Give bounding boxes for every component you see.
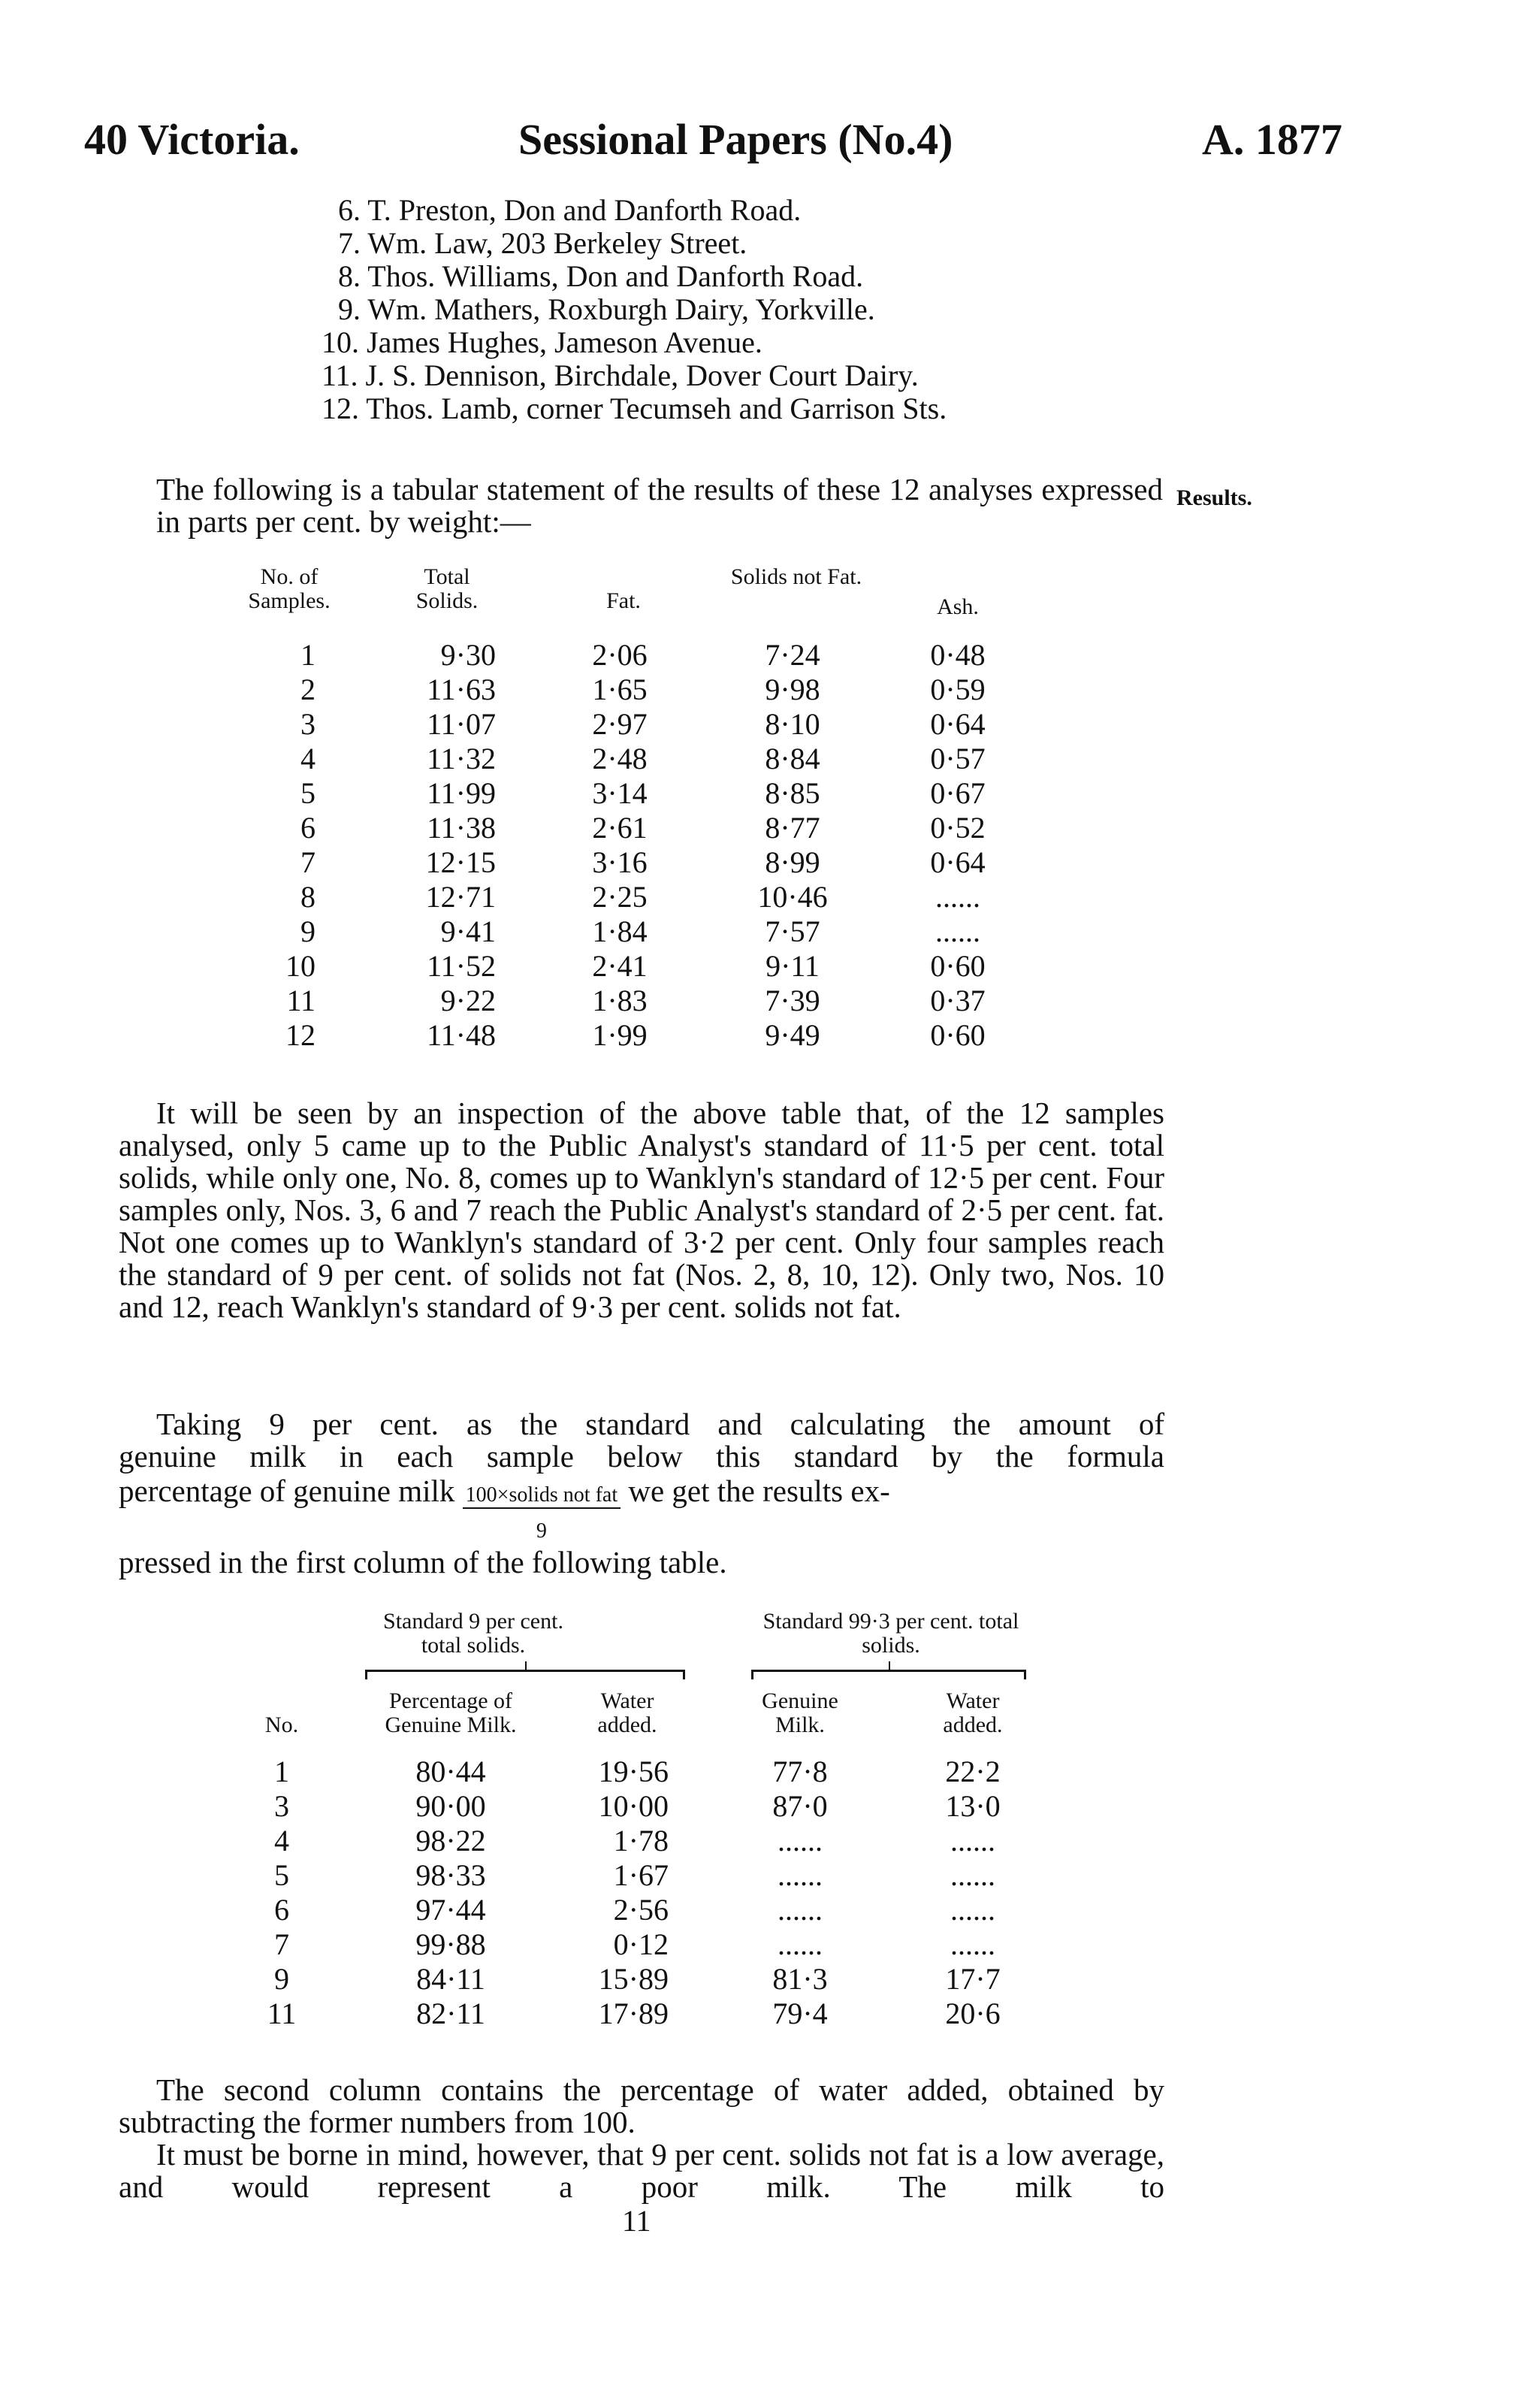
list-item-number: 11. <box>322 358 358 392</box>
cell-fat: 1·65 <box>592 673 648 706</box>
cell-total-solids: 12·71 <box>425 880 496 914</box>
group-brace-left <box>365 1670 685 1679</box>
cell-water-added-1: 0·12 <box>613 1927 669 1961</box>
cell-solids-not-fat: 8·85 <box>765 776 820 810</box>
cell-water-added-2: 17·7 <box>945 1962 1001 1996</box>
cell-genuine-milk: 77·8 <box>772 1755 828 1788</box>
paragraph-low-average-text: It must be borne in mind, however, that 9 per cent. solids not fat is a low average, and would represent a poor milk. The milk to <box>119 2137 1164 2204</box>
cell-total-solids: 11·63 <box>427 673 496 706</box>
cell-solids-not-fat: 9·49 <box>765 1018 820 1052</box>
cell-ash: 0·64 <box>930 845 986 879</box>
cell-percentage-genuine: 97·44 <box>415 1893 486 1927</box>
margin-note: Results. <box>1176 485 1252 510</box>
cell-sample-no: 7 <box>300 845 316 879</box>
list-item-text: Thos. Lamb, corner Tecumseh and Garrison Sts. <box>366 391 947 425</box>
list-item-number: 10. <box>322 325 359 359</box>
cell-fat: 2·41 <box>592 949 648 983</box>
cell-sample-no: 9 <box>274 1962 289 1996</box>
cell-percentage-genuine: 90·00 <box>415 1789 486 1823</box>
cell-percentage-genuine: 82·11 <box>416 1997 485 2030</box>
formula-line-2: genuine milk in each sample below this standard by the formula <box>119 1439 1164 1474</box>
cell-water-added-1: 19·56 <box>598 1755 669 1788</box>
cell-water-added-1: 17·89 <box>598 1997 669 2030</box>
cell-sample-no: 6 <box>300 811 316 845</box>
cell-solids-not-fat: 9·11 <box>765 949 820 983</box>
cell-fat: 1·83 <box>592 984 648 1017</box>
list-item-number: 12. <box>322 391 359 425</box>
column-header-ash: Ash. <box>937 594 979 619</box>
cell-water-added-2: 22·2 <box>945 1755 1001 1788</box>
list-item-text: James Hughes, Jameson Avenue. <box>367 325 762 359</box>
list-item-number: 6. <box>338 193 361 227</box>
cell-sample-no: 4 <box>300 742 316 775</box>
cell-water-added-1: 1·67 <box>613 1858 669 1892</box>
intro-paragraph <box>156 473 1163 538</box>
cell-fat: 3·16 <box>592 845 648 879</box>
running-head-left: 40 Victoria. <box>84 115 300 164</box>
cell-genuine-milk: ...... <box>778 1824 823 1858</box>
cell-ash: ...... <box>935 880 980 914</box>
list-item-text: Wm. Mathers, Roxburgh Dairy, Yorkville. <box>367 292 875 326</box>
cell-sample-no: 3 <box>300 707 316 741</box>
cell-total-solids: 11·07 <box>427 707 496 741</box>
cell-ash: 0·48 <box>930 638 986 672</box>
group-header-standard-9: Standard 9 per cent. total solids. <box>383 1609 563 1658</box>
cell-sample-no: 4 <box>274 1824 289 1858</box>
cell-fat: 2·25 <box>592 880 648 914</box>
intro-text: The following is a tabular statement of the results of these 12 analyses expressed in parts per cent. by weight:— <box>156 472 1163 539</box>
column-header-percentage-genuine: Percentage of Genuine Milk. <box>385 1688 517 1737</box>
cell-sample-no: 6 <box>274 1893 289 1927</box>
cell-sample-no: 10 <box>285 949 316 983</box>
cell-water-added-2: 13·0 <box>945 1789 1001 1823</box>
cell-sample-no: 8 <box>300 880 316 914</box>
cell-solids-not-fat: 8·10 <box>765 707 820 741</box>
list-item-text: Thos. Williams, Don and Danforth Road. <box>367 259 864 293</box>
cell-genuine-milk: ...... <box>778 1927 823 1961</box>
cell-sample-no: 5 <box>274 1858 289 1892</box>
cell-total-solids: 11·99 <box>427 776 496 810</box>
cell-sample-no: 12 <box>285 1018 316 1052</box>
paragraph-low-average <box>119 2139 1164 2203</box>
running-head-center: Sessional Papers (No.4) <box>518 115 953 164</box>
cell-solids-not-fat: 7·57 <box>765 914 820 948</box>
cell-ash: 0·60 <box>930 949 986 983</box>
formula-line-1: Taking 9 per cent. as the standard and calculating the amount of <box>156 1407 1164 1441</box>
cell-ash: 0·59 <box>930 673 986 706</box>
group-brace-right <box>751 1670 1026 1679</box>
formula-line-3-end: we get the results ex- <box>628 1474 890 1508</box>
paragraph-water-added-text: The second column contains the percentage of water added, obtained by subtracting the former numbers from 100. <box>119 2072 1164 2139</box>
cell-fat: 1·84 <box>592 914 648 948</box>
cell-solids-not-fat: 7·24 <box>765 638 820 672</box>
column-header-genuine-milk: Genuine Milk. <box>762 1688 838 1737</box>
cell-total-solids: 11·48 <box>427 1018 496 1052</box>
cell-percentage-genuine: 98·33 <box>415 1858 486 1892</box>
list-item-number: 7. <box>338 226 361 260</box>
cell-percentage-genuine: 80·44 <box>415 1755 486 1788</box>
column-header-total-solids: Total Solids. <box>415 564 479 613</box>
column-header-no: No. <box>264 1712 299 1737</box>
list-item <box>322 325 762 360</box>
cell-total-solids: 9·41 <box>440 914 496 948</box>
column-header-no: No. of Samples. <box>248 564 331 613</box>
cell-total-solids: 9·30 <box>440 638 496 672</box>
cell-genuine-milk: 81·3 <box>772 1962 828 1996</box>
cell-ash: 0·60 <box>930 1018 986 1052</box>
cell-water-added-1: 2·56 <box>613 1893 669 1927</box>
cell-ash: 0·67 <box>930 776 986 810</box>
cell-sample-no: 3 <box>274 1789 289 1823</box>
cell-sample-no: 1 <box>300 638 316 672</box>
cell-water-added-1: 15·89 <box>598 1962 669 1996</box>
list-item-number: 8. <box>338 259 361 293</box>
list-item-text: J. S. Dennison, Birchdale, Dover Court Dairy. <box>365 358 919 392</box>
cell-total-solids: 11·32 <box>427 742 496 775</box>
formula-line-3-start: percentage of genuine milk <box>119 1474 455 1508</box>
cell-ash: 0·37 <box>930 984 986 1017</box>
cell-percentage-genuine: 84·11 <box>416 1962 485 1996</box>
cell-fat: 2·61 <box>592 811 648 845</box>
cell-water-added-2: ...... <box>950 1858 995 1892</box>
column-header-solids-not-fat: Solids not Fat. <box>730 564 862 589</box>
cell-genuine-milk: ...... <box>778 1893 823 1927</box>
cell-fat: 2·97 <box>592 707 648 741</box>
cell-genuine-milk: 87·0 <box>772 1789 828 1823</box>
cell-ash: 0·52 <box>930 811 986 845</box>
list-item-text: Wm. Law, 203 Berkeley Street. <box>367 226 747 260</box>
cell-water-added-2: 20·6 <box>945 1997 1001 2030</box>
cell-total-solids: 11·38 <box>427 811 496 845</box>
cell-genuine-milk: 79·4 <box>772 1997 828 2030</box>
cell-percentage-genuine: 99·88 <box>415 1927 486 1961</box>
cell-solids-not-fat: 7·39 <box>765 984 820 1017</box>
list-item-number: 9. <box>338 292 361 326</box>
list-item <box>338 225 747 261</box>
cell-solids-not-fat: 8·84 <box>765 742 820 775</box>
cell-water-added-1: 1·78 <box>613 1824 669 1858</box>
column-header-water-added-2: Water added. <box>943 1688 1003 1737</box>
page-number: 11 <box>622 2204 651 2238</box>
formula-line-4: pressed in the first column of the following table. <box>119 1545 727 1579</box>
paragraph-standards-text: It will be seen by an inspection of the above table that, of the 12 samples analysed, only 5 came up to the Public Analyst's standard of 11·5 per cent. total solids, while only one, No. 8, comes up to Wanklyn's standard of 12·5 per cent. Four samples only, Nos. 3, 6 and 7 reach the Public Analyst's standard of 2·5 per cent. fat. Not one comes up to Wanklyn's standard of 3·2 per cent. Only four samples reach the standard of 9 per cent. of solids not fat (Nos. 2, 8, 10, 12). Only two, Nos. 10 and 12, reach Wanklyn's standard of 9·3 per cent. solids not fat. <box>119 1096 1164 1324</box>
cell-fat: 2·48 <box>592 742 648 775</box>
list-item <box>338 192 801 228</box>
cell-ash: 0·64 <box>930 707 986 741</box>
cell-sample-no: 2 <box>300 673 316 706</box>
group-header-standard-99-3: Standard 99·3 per cent. total solids. <box>762 1609 1019 1658</box>
cell-fat: 2·06 <box>592 638 648 672</box>
formula-fraction <box>463 1483 621 1543</box>
formula-line-3 <box>119 1473 890 1543</box>
cell-water-added-2: ...... <box>950 1927 995 1961</box>
column-header-fat: Fat. <box>606 588 641 613</box>
formula-denominator: 9 <box>536 1519 547 1543</box>
cell-solids-not-fat: 10·46 <box>757 880 828 914</box>
cell-solids-not-fat: 9·98 <box>765 673 820 706</box>
cell-total-solids: 9·22 <box>440 984 496 1017</box>
cell-solids-not-fat: 8·99 <box>765 845 820 879</box>
column-header-water-added-1: Water added. <box>597 1688 657 1737</box>
cell-fat: 1·99 <box>592 1018 648 1052</box>
cell-sample-no: 1 <box>274 1755 289 1788</box>
cell-fat: 3·14 <box>592 776 648 810</box>
cell-water-added-2: ...... <box>950 1893 995 1927</box>
cell-total-solids: 12·15 <box>425 845 496 879</box>
cell-ash: 0·57 <box>930 742 986 775</box>
cell-sample-no: 11 <box>267 1997 297 2030</box>
cell-sample-no: 9 <box>300 914 316 948</box>
list-item <box>338 258 863 294</box>
list-item <box>322 358 919 393</box>
cell-sample-no: 7 <box>274 1927 289 1961</box>
cell-total-solids: 11·52 <box>427 949 496 983</box>
cell-water-added-2: ...... <box>950 1824 995 1858</box>
cell-water-added-1: 10·00 <box>598 1789 669 1823</box>
cell-sample-no: 11 <box>286 984 316 1017</box>
paragraph-standards <box>119 1097 1164 1323</box>
running-head-right: A. 1877 <box>1202 115 1342 164</box>
list-item <box>338 292 875 327</box>
cell-solids-not-fat: 8·77 <box>765 811 820 845</box>
paragraph-water-added <box>119 2074 1164 2139</box>
cell-genuine-milk: ...... <box>778 1858 823 1892</box>
list-item <box>322 391 947 426</box>
cell-ash: ...... <box>935 914 980 948</box>
formula-numerator: 100×solids not fat <box>463 1483 621 1509</box>
cell-sample-no: 5 <box>300 776 316 810</box>
list-item-text: T. Preston, Don and Danforth Road. <box>367 193 802 227</box>
cell-percentage-genuine: 98·22 <box>415 1824 486 1858</box>
